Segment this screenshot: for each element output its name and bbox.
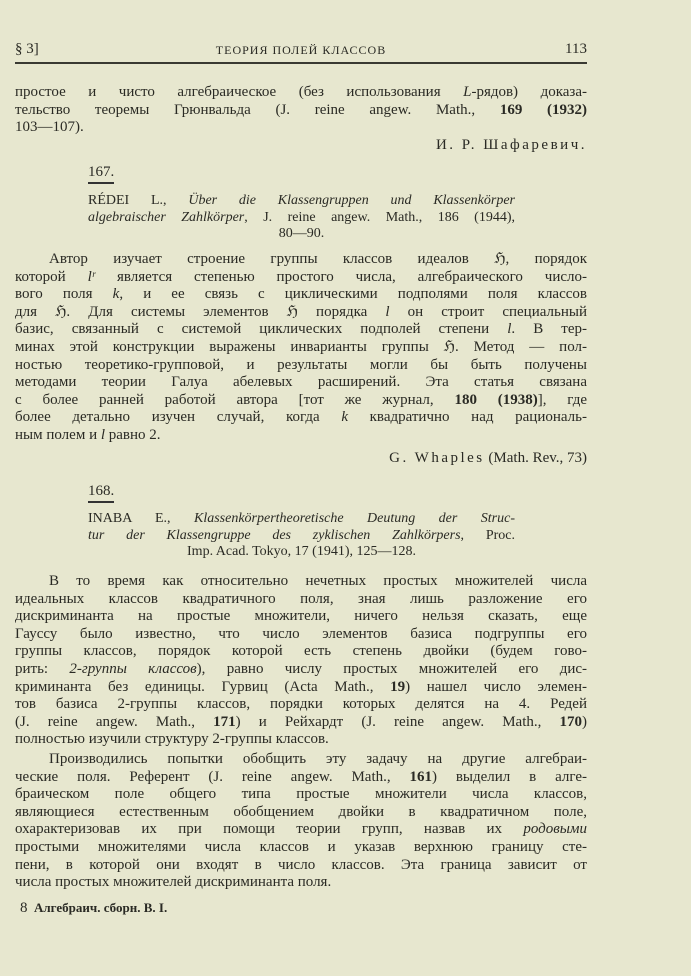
reviewer-name: G. Whaples [389,450,485,466]
text-line [15,874,587,892]
text-line [15,409,587,427]
italic-text: algebraischer Zahlkörper [88,209,245,225]
text-segment: (J. reine angew. Math., [15,713,214,730]
bold-text: 161 [409,768,432,785]
text-line [15,119,587,137]
text-segment: ностью теоретико-групповой, и результаты могли бы быть получены [15,356,587,373]
text-segment: полностью изучили структуру 2-группы классов. [15,731,329,748]
text-segment: равно 2. [105,426,161,443]
text-segment: простыми множителями числа классов и указав верхнюю границу сте- [15,838,587,855]
text-segment: ) и Рейхардт (J. reine angew. Math., [235,713,560,730]
text-line [15,714,587,732]
signature-name: И. Р. Шафаревич. [435,137,587,153]
text-segment: с более ранней работой автора [тот же журнал, [15,391,455,408]
text-line [15,304,587,322]
text-segment: 103—107). [15,119,84,136]
text-line [15,751,587,769]
text-line [15,804,587,822]
text-line [15,392,587,410]
bold-text: 180 (1938) [454,391,538,408]
text-line [15,857,587,875]
italic-text: l [507,321,512,338]
text-line [15,769,587,787]
text-segment: более детально изучен случай, когда [15,409,342,426]
review-167-body [15,251,587,445]
text-line [88,193,515,210]
text-segment: Производились попытки обобщить эту задачу на другие алгебраи- [49,751,587,767]
text-line [15,696,587,714]
review-number-167 [88,163,114,181]
text-segment: , Proc. [460,527,515,543]
italic-text: k [341,409,348,426]
text-segment: пени, в которой они входят в число классов. Эта граница зависит от [15,856,587,873]
review-number: 168. [88,483,114,503]
running-header [15,40,587,64]
text-segment: числа простых множителей дискриминанта поля. [15,874,332,891]
text-segment: методами теории Галуа абелевых расширений. Эта статья связана [15,374,587,391]
review-number-168 [88,482,114,500]
text-line [15,839,587,857]
text-line [15,321,587,339]
text-line [15,591,587,609]
text-line [88,226,515,243]
review-168-body-p2 [15,751,587,892]
text-segment: -рядов) доказа- [471,84,587,100]
italic-text: L [463,84,472,100]
text-line [15,679,587,697]
text-segment: идеальных классов квадратичного поля, зная лишь разложение его [15,590,587,607]
text-segment: квадратично над рациональ- [348,409,587,426]
text-segment: для ℌ. Для системы элементов ℌ порядка [15,303,386,320]
italic-text: 2-группы классов [69,660,197,677]
bold-text: 169 (1932) [499,101,587,118]
text-segment: он строит специальный [389,303,587,320]
header-title: ТЕОРИЯ ПОЛЕЙ КЛАССОВ [215,43,387,57]
text-segment: , и ее связь с циклическими подполями поля классов [119,286,587,303]
bold-text: 171 [213,713,236,730]
bold-text: 19 [390,678,406,695]
text-segment: базис, связанный с системой циклических подполей степени [15,321,508,338]
text-segment: которой [15,268,88,285]
signature-mark: 8 [20,900,28,916]
text-line [15,731,587,749]
text-segment: является степенью простого числа, алгебраического число- [95,268,587,285]
text-segment: ным полем и [15,426,101,443]
text-line [15,286,587,304]
text-segment: ], где [537,391,587,408]
text-line [15,427,587,445]
italic-text: lʳ [87,268,96,285]
text-segment: . В тер- [511,321,587,338]
text-segment: ), равно числу простых множителей его дис- [196,660,588,677]
italic-text: l [100,426,106,443]
text-line [15,626,587,644]
intro-signature [436,136,587,154]
text-line [15,786,587,804]
text-segment: ческие поля. Референт (J. reine angew. Math., [15,768,410,785]
page-footer [20,900,167,916]
text-segment: являющиеся естественным обобщением двойки в квадратичном поле, [15,803,587,820]
review-168-body-p1 [15,573,587,749]
text-line [15,608,587,626]
page-number: 113 [565,41,587,57]
text-line [15,84,587,102]
text-segment: RÉDEI L., [88,193,189,208]
text-line [88,511,515,528]
italic-text: родовыми [523,821,587,838]
text-line [15,643,587,661]
intro-paragraph [15,84,587,137]
text-line [88,528,515,545]
text-line [15,661,587,679]
text-segment: Автор изучает строение группы классов идеалов ℌ, порядок [49,251,587,267]
italic-text: Klassenkörpertheoretische Deutung der Struc- [194,511,515,526]
italic-text: Über die Klassengruppen und Klassenkörper [188,193,515,208]
text-segment: ) нашел число элемен- [405,678,587,695]
text-segment: вого поля [15,286,113,303]
text-segment: простое и чисто алгебраическое (без использования [15,84,464,100]
section-mark: § 3] [15,41,39,57]
reference-167 [88,193,515,243]
text-segment: браическом поле общего типа простые множители числа классов, [15,786,587,803]
text-segment: криминанта без единицы. Гурвиц (Acta Math., [15,678,391,695]
text-segment: дискриминанта на простые множители, ничего нельзя сказать, еще [15,608,587,625]
text-line [88,544,515,561]
review-number: 167. [88,164,114,184]
review-167-signature [389,449,587,467]
italic-text: l [385,303,390,320]
text-segment: группы классов, порядок которой есть степень двойки (будем гово- [15,643,587,660]
bold-text: 170 [559,713,582,730]
text-segment: ) выделил в алге- [431,768,587,785]
reference-168 [88,511,515,561]
text-line [15,573,587,591]
text-segment: минах этой конструкции выражены инварианты группы ℌ. Метод — пол- [15,338,587,355]
text-segment: рить: [15,660,70,677]
text-line [15,357,587,375]
text-line [15,821,587,839]
text-segment: В то время как относительно нечетных простых множителей числа [49,573,587,589]
footer-text: Алгебраич. сборн. В. I. [34,900,168,915]
text-line [15,339,587,357]
italic-text: k [112,286,120,303]
text-line [88,210,515,227]
text-segment: INABA E., [88,511,194,526]
text-line [15,269,587,287]
text-segment: ) [582,713,587,730]
text-segment: 80—90. [278,226,325,241]
text-line [15,374,587,392]
text-segment: Imp. Acad. Tokyo, 17 (1941), 125—128. [187,544,416,559]
text-segment: Гауссу было известно, что число элементов базиса подгруппы его [15,625,587,642]
text-line [15,102,587,120]
italic-text: tur der Klassengruppe des zyklischen Zahlkörpers [88,527,461,543]
text-line [15,251,587,269]
text-segment: тов базиса 2-группы классов, порядки которых делятся на 4. Редей [15,696,587,713]
text-segment: охарактеризовав их при помощи теории групп, назвав их [15,821,524,838]
text-segment: тельство теоремы Грюнвальда (J. reine angew. Math., [15,101,500,118]
reviewer-source: (Math. Rev., 73) [488,450,587,466]
text-segment: , J. reine angew. Math., 186 (1944), [244,209,516,225]
